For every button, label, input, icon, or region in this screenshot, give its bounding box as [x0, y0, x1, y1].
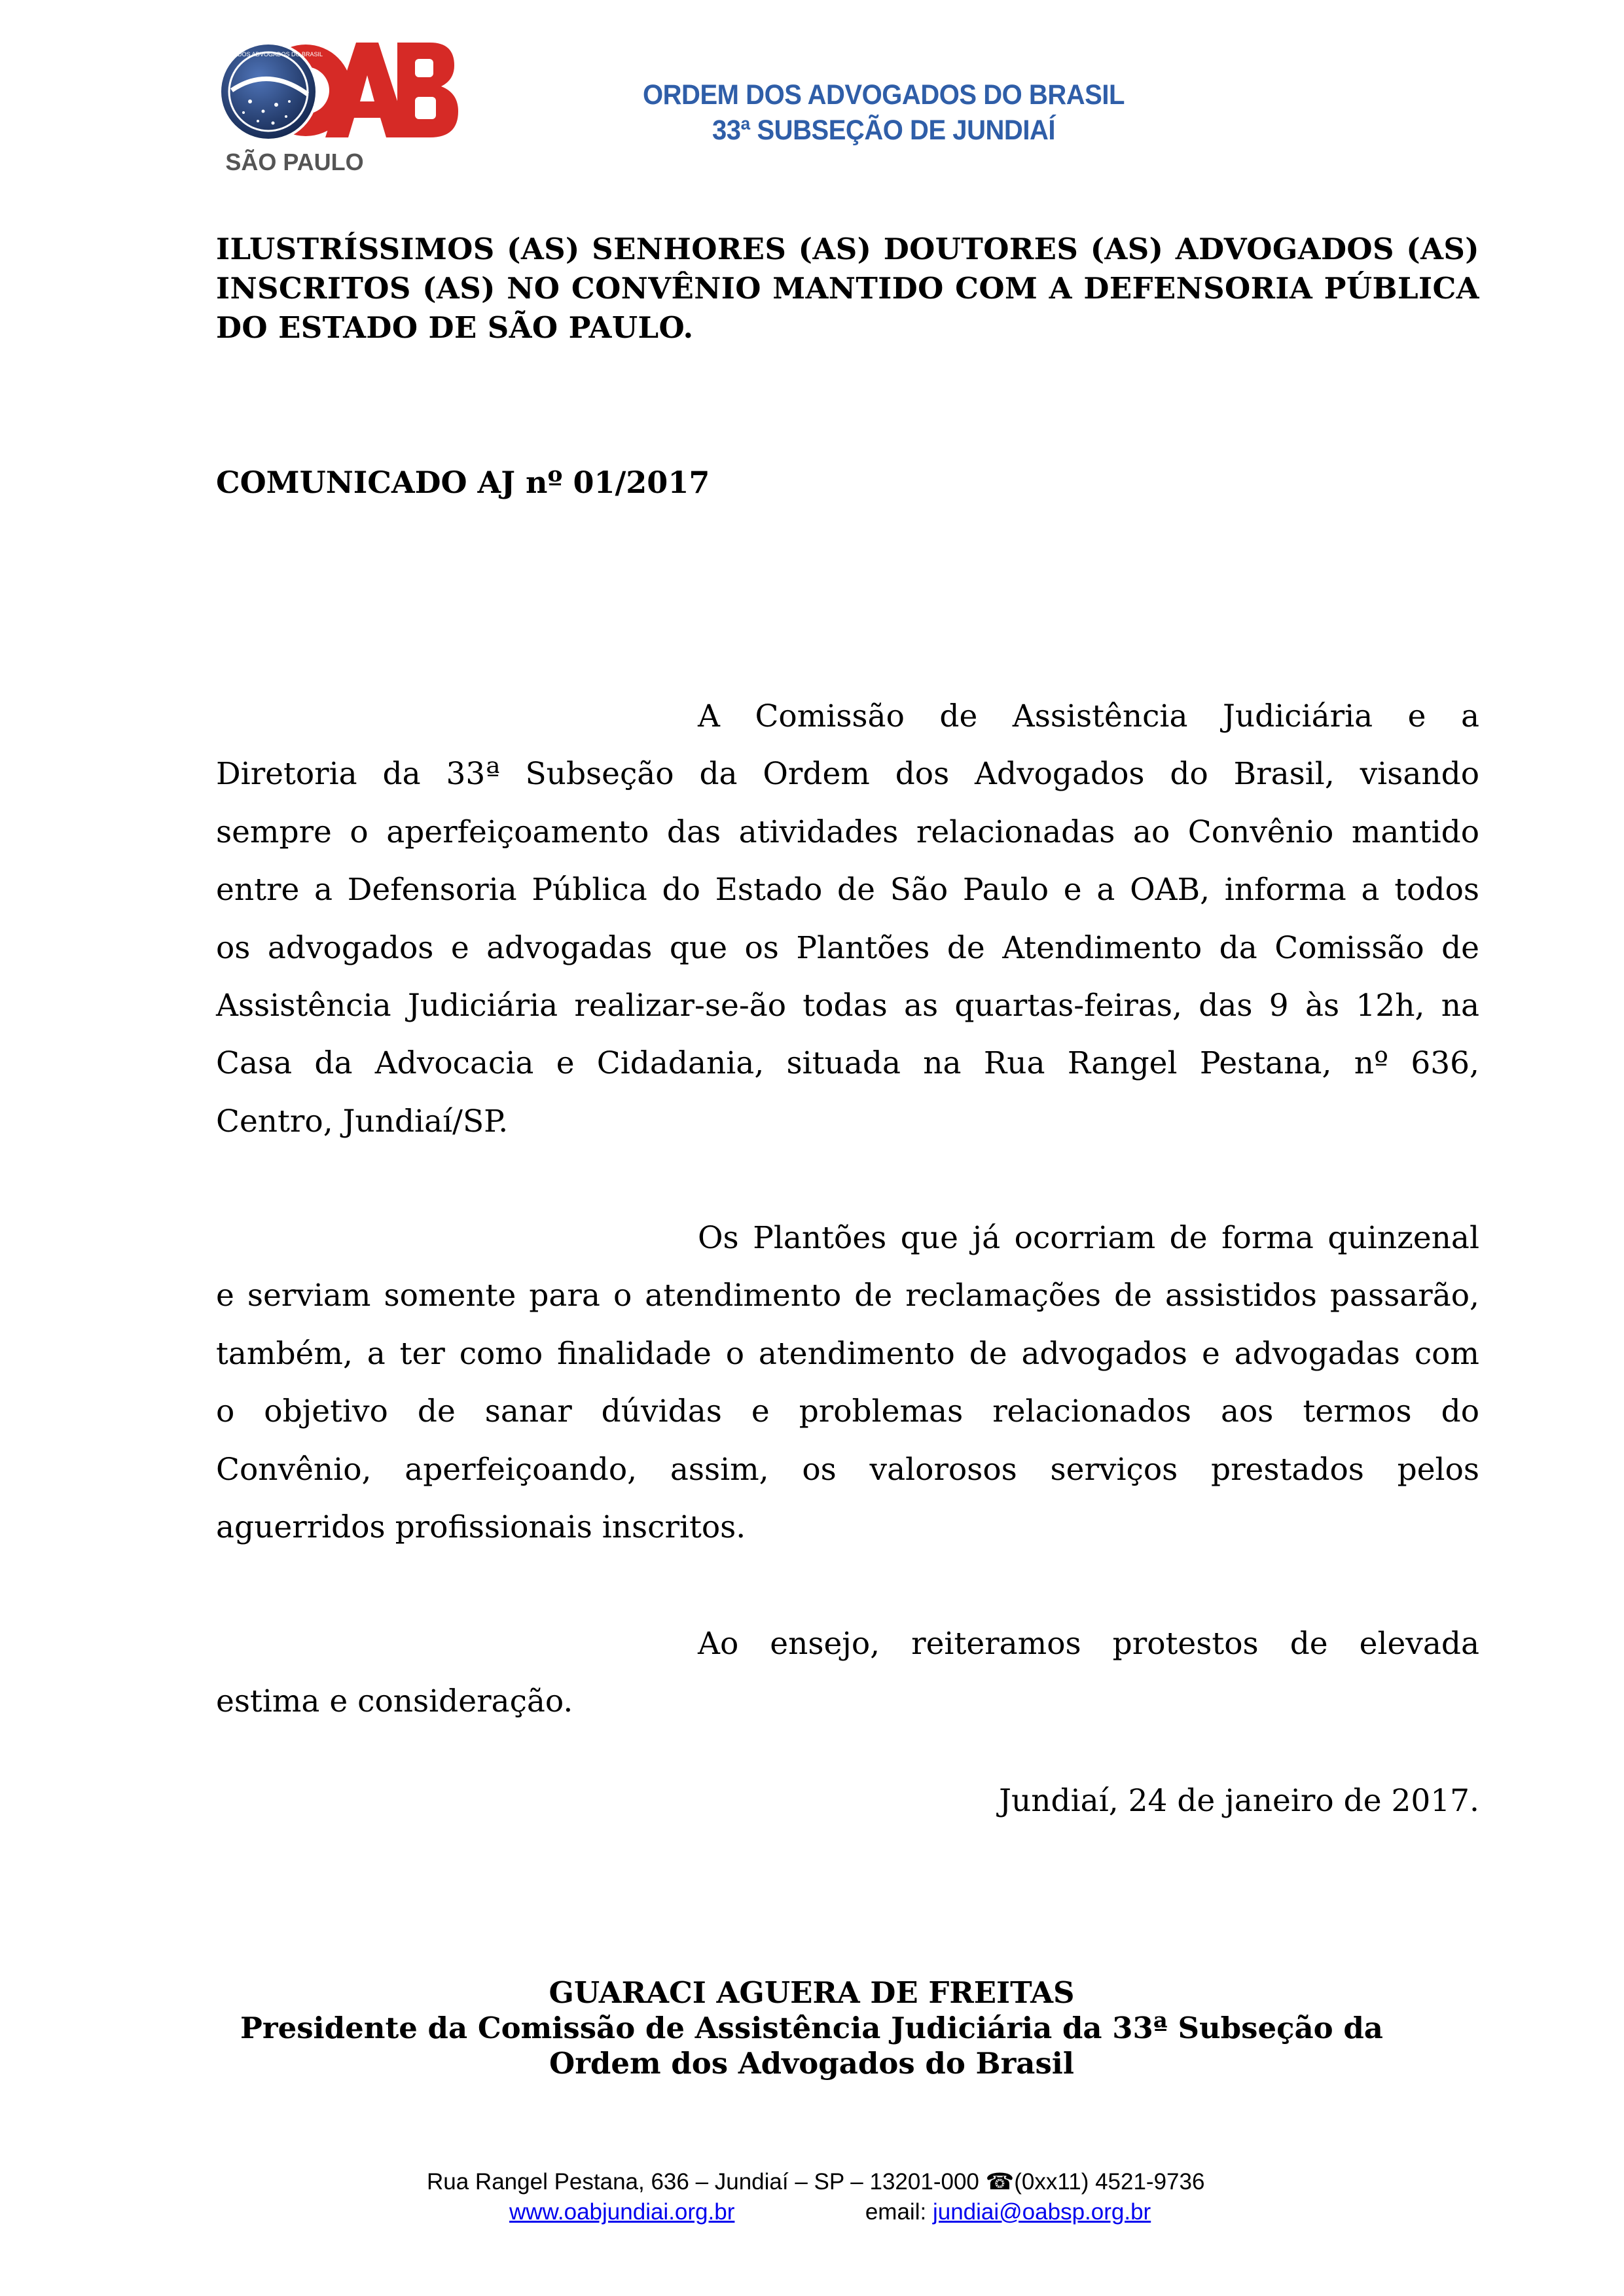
paragraph-line: Centro, Jundiaí/SP. [216, 1103, 509, 1139]
oab-logo-graphic [211, 39, 460, 180]
paragraph-line: aguerridos profissionais inscritos. [216, 1509, 746, 1545]
organization-name: ORDEM DOS ADVOGADOS DO BRASIL [642, 79, 1125, 111]
date-line: Jundiaí, 24 de janeiro de 2017. [999, 1783, 1479, 1819]
logo-region-label: SÃO PAULO [225, 149, 364, 175]
signatory-role-line-2: Ordem dos Advogados do Brasil [549, 2046, 1074, 2081]
paragraph-line: Ao ensejo, reiteramos protestos de elevada [698, 1626, 1479, 1662]
paragraph-line: também, a ter como finalidade o atendimento de advogados e advogadas com [216, 1336, 1479, 1372]
paragraph-line: sempre o aperfeiçoamento das atividades relacionadas ao Convênio mantido [216, 814, 1479, 850]
oab-sao-paulo-logo [211, 39, 460, 180]
paragraph-line: os advogados e advogadas que os Plantões de Atendimento da Comissão de [216, 930, 1479, 966]
paragraph-line: entre a Defensoria Pública do Estado de São Paulo e a OAB, informa a todos [216, 872, 1479, 908]
paragraph-line: estima e consideração. [216, 1683, 573, 1719]
subsection-name: 33ª SUBSEÇÃO DE JUNDIAÍ [712, 115, 1056, 146]
addressee-line-1: ILUSTRÍSSIMOS (AS) SENHORES (AS) DOUTORES (AS) ADVOGADOS (AS) [216, 232, 1479, 266]
email-label: email: [865, 2199, 927, 2225]
footer-contact-line [509, 2199, 1151, 2225]
communique-title: COMUNICADO AJ nº 01/2017 [216, 465, 710, 500]
footer-phone: (0xx11) 4521-9736 [1014, 2169, 1205, 2195]
footer-address-line [427, 2169, 1204, 2195]
paragraph-line: o objetivo de sanar dúvidas e problemas relacionados aos termos do [216, 1393, 1479, 1429]
paragraph-line: A Comissão de Assistência Judiciária e a [698, 698, 1479, 734]
signatory-role-line-1: Presidente da Comissão de Assistência Judiciária da 33ª Subseção da [240, 2011, 1383, 2045]
footer-address: Rua Rangel Pestana, 636 – Jundiaí – SP – 13201-000 [427, 2169, 979, 2195]
paragraph-line: Casa da Advocacia e Cidadania, situada na Rua Rangel Pestana, nº 636, [216, 1045, 1479, 1081]
paragraph-line: e serviam somente para o atendimento de reclamações de assistidos passarão, [216, 1278, 1479, 1314]
paragraph-line: Diretoria da 33ª Subseção da Ordem dos Advogados do Brasil, visando [216, 756, 1479, 792]
email-link[interactable]: jundiai@oabsp.org.br [932, 2199, 1151, 2225]
paragraph-line: Assistência Judiciária realizar-se-ão todas as quartas-feiras, das 9 às 12h, na [216, 988, 1479, 1024]
signatory-name: GUARACI AGUERA DE FREITAS [549, 1975, 1075, 2010]
website-link[interactable]: www.oabjundiai.org.br [509, 2199, 735, 2225]
seal-text: ORDEM DOS ADVOGADOS DO BRASIL [213, 51, 323, 58]
addressee-line-3: DO ESTADO DE SÃO PAULO. [216, 310, 694, 345]
paragraph-line: Convênio, aperfeiçoando, assim, os valorosos serviços prestados pelos [216, 1452, 1479, 1488]
addressee-line-2: INSCRITOS (AS) NO CONVÊNIO MANTIDO COM A DEFENSORIA PÚBLICA [216, 271, 1479, 306]
telephone-icon: ☎ [985, 2169, 1015, 2195]
paragraph-line: Os Plantões que já ocorriam de forma quinzenal [698, 1220, 1479, 1256]
